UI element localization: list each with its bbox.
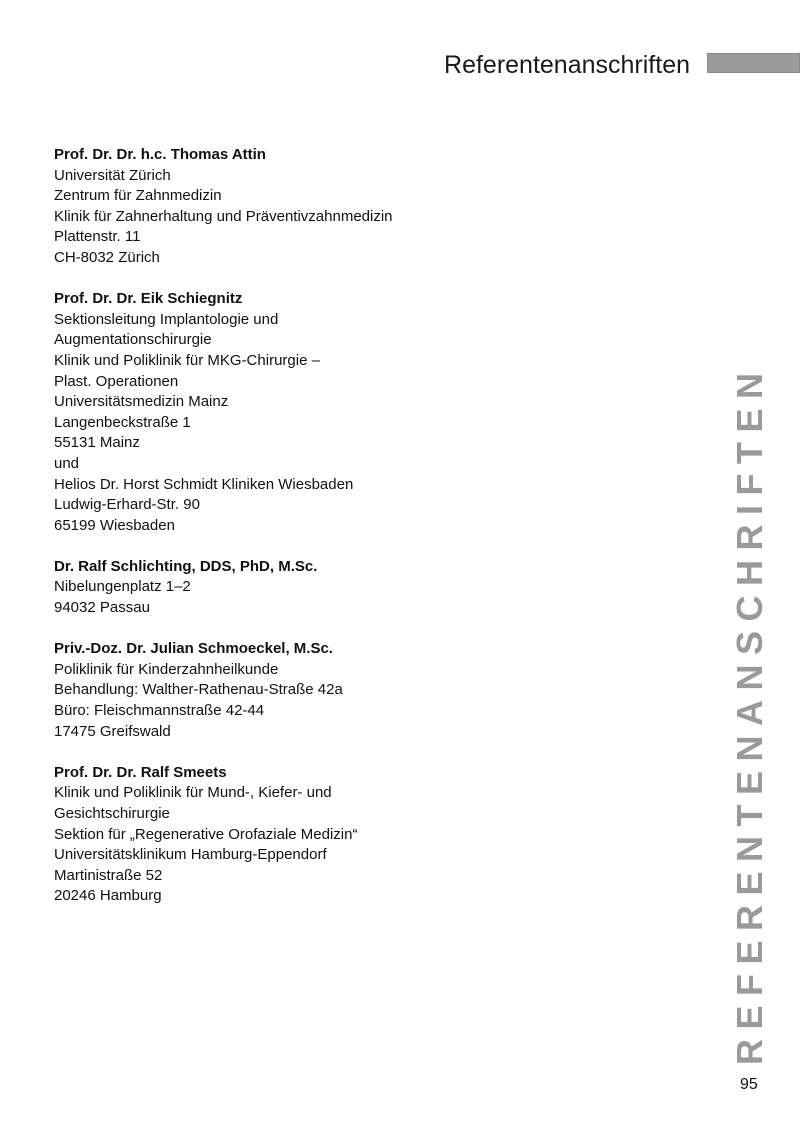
referent-name: Prof. Dr. Dr. Eik Schiegnitz [54, 290, 243, 308]
referent-name: Prof. Dr. Dr. Ralf Smeets [54, 763, 227, 781]
address-line: Plattenstr. 11 [54, 228, 141, 246]
address-line: Sektionsleitung Implantologie und [54, 310, 279, 328]
referent-block [54, 145, 694, 269]
address-line: 55131 Mainz [54, 434, 140, 452]
address-line: Universitätsklinikum Hamburg-Eppendorf [54, 846, 327, 864]
address-line: 17475 Greifswald [54, 722, 171, 740]
address-line: Universitätsmedizin Mainz [54, 393, 229, 411]
address-line: Langenbeckstraße 1 [54, 413, 191, 431]
side-section-label: REFERENTENANSCHRIFTEN [729, 363, 770, 1065]
referent-block [54, 639, 694, 742]
address-line: Poliklinik für Kinderzahnheilkunde [54, 660, 279, 678]
address-line: Gesichtschirurgie [54, 805, 170, 822]
address-line: CH-8032 Zürich [54, 248, 160, 266]
referent-block [54, 763, 694, 907]
page-number: 95 [740, 1076, 758, 1093]
address-line: Sektion für „Regenerative Orofaziale Medizin“ [54, 825, 358, 843]
address-line: Universität Zürich [54, 166, 171, 184]
address-line: 20246 Hamburg [54, 887, 162, 905]
page-title: Referentenanschriften [444, 51, 690, 79]
address-line: 65199 Wiesbaden [54, 516, 175, 534]
referent-name: Dr. Ralf Schlichting, DDS, PhD, M.Sc. [54, 557, 318, 575]
address-line: Martinistraße 52 [54, 866, 163, 884]
address-line: Ludwig-Erhard-Str. 90 [54, 496, 200, 514]
address-line: Helios Dr. Horst Schmidt Kliniken Wiesbaden [54, 475, 354, 493]
address-line: und [54, 454, 80, 472]
address-line: Klinik und Poliklinik für MKG-Chirurgie – [54, 351, 320, 369]
address-line: Augmentationschirurgie [54, 331, 212, 349]
address-line: Plast. Operationen [54, 372, 179, 390]
address-line: Behandlung: Walther-Rathenau-Straße 42a [54, 681, 343, 699]
address-line: 94032 Passau [54, 599, 150, 617]
referent-name: Prof. Dr. Dr. h.c. Thomas Attin [54, 146, 266, 163]
referent-name: Priv.-Doz. Dr. Julian Schmoeckel, M.Sc. [54, 640, 333, 658]
address-line: Zentrum für Zahnmedizin [54, 187, 222, 205]
referent-block [54, 557, 694, 619]
referent-list [54, 145, 694, 928]
address-line: Klinik für Zahnerhaltung und Präventivzahnmedizin [54, 207, 393, 225]
header-bar-decoration [707, 53, 800, 73]
referent-block [54, 289, 694, 536]
address-line: Nibelungenplatz 1–2 [54, 578, 191, 596]
address-line: Klinik und Poliklinik für Mund-, Kiefer- und [54, 784, 332, 802]
address-line: Büro: Fleischmannstraße 42-44 [54, 702, 265, 720]
